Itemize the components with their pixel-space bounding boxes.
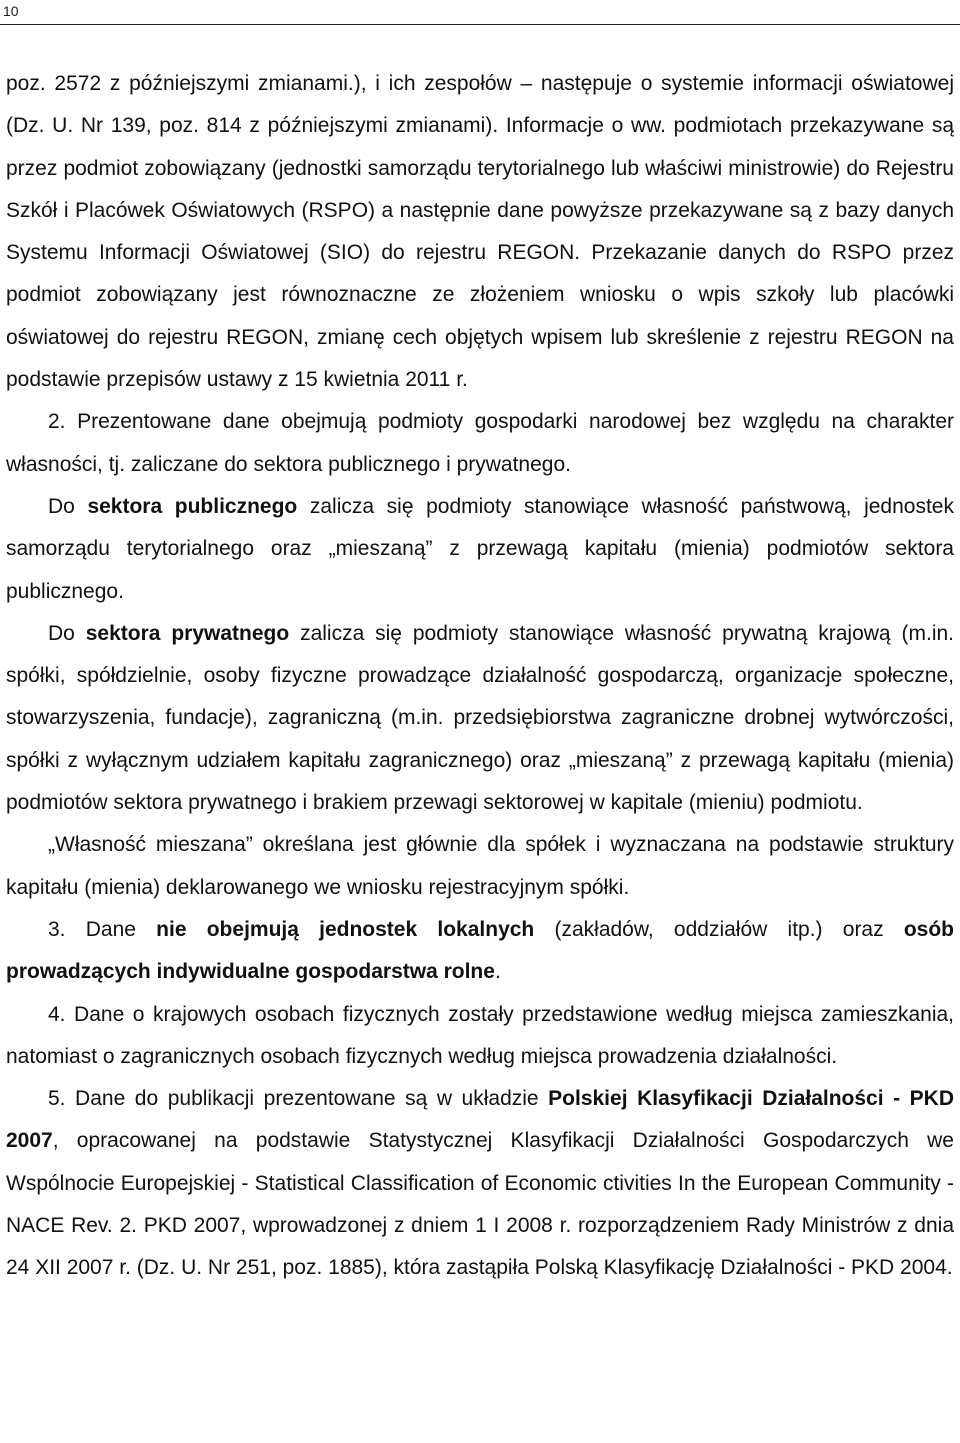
bold-term-public-sector: sektora publicznego	[87, 494, 298, 518]
paragraph-public-sector	[6, 486, 954, 613]
text-run: (zakładów, oddziałów itp.) oraz	[534, 917, 904, 941]
paragraph-3	[6, 909, 954, 994]
document-body	[6, 63, 954, 1290]
text-run: zalicza się podmioty stanowiące własność państwową, jednostek samorządu terytorialnego oraz „mieszaną” z przewagą kapitału (mienia) podmiotów sektora publicznego.	[6, 494, 954, 603]
paragraph-5	[6, 1078, 954, 1289]
paragraph-2: 2. Prezentowane dane obejmują podmioty gospodarki narodowej bez względu na charakter własności, tj. zaliczane do sektora publicznego i prywatnego.	[6, 410, 954, 476]
bold-term-local-units: nie obejmują jednostek lokalnych	[156, 917, 535, 941]
paragraph-private-sector	[6, 613, 954, 824]
text-run: zalicza się podmioty stanowiące własność prywatną krajową (m.in. spółki, spółdzielnie, osoby fizyczne prowadzące działalność gospodarczą, organizacje społeczne, stowarzyszenia, fundacje), zagraniczną (m.in. przedsiębiorstwa zagraniczne drobnej wytwórczości, spółki z wyłącznym udziałem kapitału zagranicznego) oraz „mieszaną” z przewagą kapitału (mienia) podmiotów sektora prywatnego i brakiem przewagi sektorowej w kapitale (mieniu) podmiotu.	[6, 621, 954, 815]
text-run: 3. Dane	[48, 917, 157, 941]
paragraph-mixed-ownership: „Własność mieszana” określana jest głównie dla spółek i wyznaczana na podstawie struktury kapitału (mienia) deklarowanego we wniosku rejestracyjnym spółki.	[6, 833, 954, 899]
header-rule	[0, 24, 960, 25]
text-run: , opracowanej na podstawie Statystycznej Klasyfikacji Działalności Gospodarczych we Wspólnocie Europejskiej - Statistical Classification of Economic ctivities In the European Community - NACE Rev. 2. PKD 2007, wprowadzonej z dniem 1 I 2008 r. rozporządzeniem Rady Ministrów z dnia 24 XII 2007 r. (Dz. U. Nr 251, poz. 1885), która zastąpiła Polską Klasyfikację Działalności - PKD 2004.	[6, 1129, 954, 1280]
page-number: 10	[3, 3, 19, 19]
text-run: Do	[48, 494, 88, 518]
bold-term-farms: osób prowadzących indywidualne gospodarstwa rolne	[6, 917, 955, 984]
text-run: Do	[48, 621, 86, 645]
text-run: 5. Dane do publikacji prezentowane są w układzie	[48, 1087, 549, 1111]
bold-term-pkd: Polskiej Klasyfikacji Działalności - PKD 2007	[6, 1087, 954, 1153]
bold-term-private-sector: sektora prywatnego	[85, 621, 290, 645]
text-run: .	[494, 960, 501, 984]
paragraph-intro: poz. 2572 z późniejszymi zmianami.), i ich zespołów – następuje o systemie informacji oświatowej (Dz. U. Nr 139, poz. 814 z późniejszymi zmianami). Informacje o ww. podmiotach przekazywane są przez podmiot zobowiązany (jednostki samorządu terytorialnego lub właściwi ministrowie) do Rejestru Szkół i Placówek Oświatowych (RSPO) a następnie dane powyższe przekazywane są z bazy danych Systemu Informacji Oświatowej (SIO) do rejestru REGON. Przekazanie danych do RSPO przez podmiot zobowiązany jest równoznaczne ze złożeniem wniosku o wpis szkoły lub placówki oświatowej do rejestru REGON, zmianę cech objętych wpisem lub skreślenie z rejestru REGON na podstawie przepisów ustawy z 15 kwietnia 2011 r.	[6, 72, 954, 392]
paragraph-4: 4. Dane o krajowych osobach fizycznych zostały przedstawione według miejsca zamieszkania, natomiast o zagranicznych osobach fizycznych według miejsca prowadzenia działalności.	[6, 1002, 954, 1068]
